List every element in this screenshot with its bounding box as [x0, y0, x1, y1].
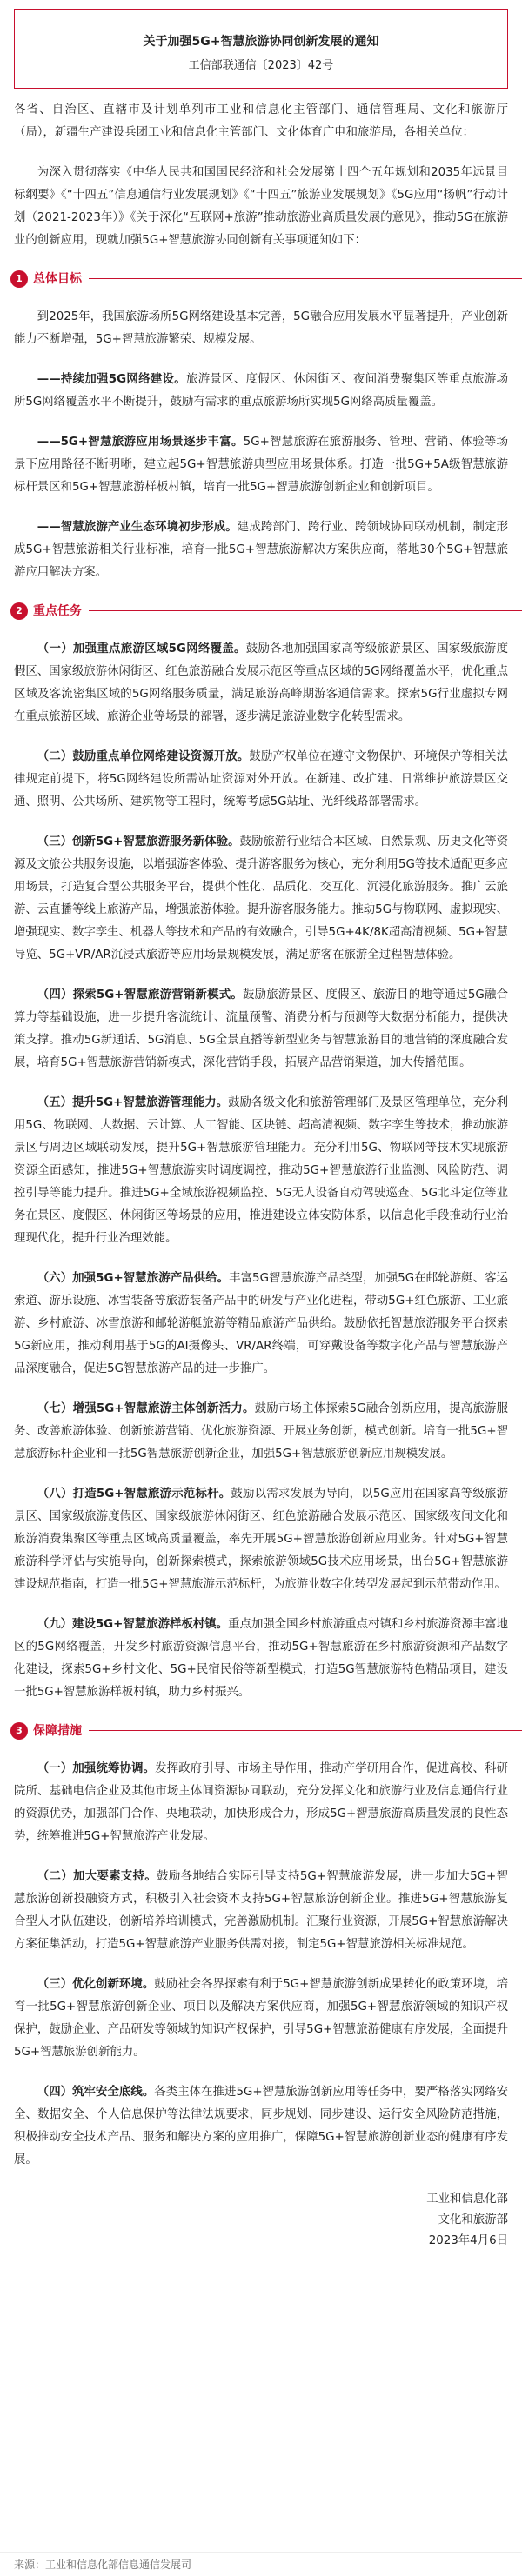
- task-paragraph: [14, 1398, 508, 1466]
- notice-title: 关于加强5G+智慧旅游协同创新发展的通知: [143, 35, 379, 49]
- goal-heading: ——持续加强5G网络建设。: [37, 373, 186, 386]
- signature-date: 2023年4月6日: [428, 2234, 508, 2247]
- source-line: 来源：工业和信息化部信息通信发展司: [0, 2552, 522, 2576]
- goal-paragraph: [14, 516, 508, 584]
- signature-org: 文化和旅游部: [438, 2213, 508, 2227]
- section-title: 保障措施: [33, 1724, 82, 1738]
- section-title: 重点任务: [33, 604, 82, 618]
- measure-text: 鼓励各地结合实际引导支持5G+智慧旅游发展，进一步加大5G+智慧旅游创新投融资方式，积极引入社会资本支持5G+智慧旅游创新企业。推进5G+智慧旅游复合型人才队伍建设，创新培养培训模式，完善激励机制。汇聚行业资源，开展5G+智慧旅游解决方案征集活动，打造5G+智慧旅游产业服务供需对接，制定5G+智慧旅游相关标准规范。: [14, 1870, 509, 1951]
- task-paragraph: [14, 1268, 508, 1381]
- measure-text: 各类主体在推进5G+智慧旅游创新应用等任务中，要严格落实网络安全、数据安全、个人信息保护等法律法规要求，同步规划、同步建设、运行安全风险防范措施，积极推动安全技术产品、服务和解决方案的应用推广，保障5G+智慧旅游创新业态的健康有序发展。: [14, 2086, 508, 2167]
- task-paragraph: [14, 1092, 508, 1250]
- measure-paragraph: [14, 1866, 508, 1956]
- task-heading: （三）创新5G+智慧旅游服务新体验。: [37, 835, 240, 849]
- task-text: 鼓励以需求发展为导向，以5G应用在国家高等级旅游景区、国家级旅游度假区、国家级旅游休闲街区、红色旅游融合发展示范区、国家级夜间文化和旅游消费集聚区等重点区域高质量覆盖，率先开展5G+智慧旅游创新应用业务。针对5G+智慧旅游科学评估与实施导向，创新探索模式，探索旅游领域5G技术应用场景，出台5G+智慧旅游建设规范指南，打造一批5G+智慧旅游示范标杆，为旅游业数字化转型发展起到示范带动作用。: [14, 1488, 508, 1591]
- measure-heading: （二）加大要素支持。: [37, 1870, 157, 1883]
- measure-paragraph: [14, 2081, 508, 2172]
- section-number-badge: 3: [10, 1722, 28, 1740]
- goal-text: 5G+智慧旅游在旅游服务、管理、营销、体验等场景下应用路径不断明晰，建立起5G+智慧旅游典型应用场景体系。打造一批5G+5A级智慧旅游标杆景区和5G+智慧旅游样板村镇，培育一批5G+智慧旅游创新企业和创新项目。: [14, 436, 508, 494]
- task-paragraph: [14, 746, 508, 814]
- task-text: 鼓励各地加强国家高等级旅游景区、国家级旅游度假区、国家级旅游休闲街区、红色旅游融合发展示范区等重点区域的5G网络覆盖水平，优化重点区域及客流密集区域的5G网络服务质量，满足旅游高峰期游客通信需求。探索5G行业虚拟专网在重点旅游区域、旅游企业等场景的部署，逐步满足旅游业数字化转型需求。: [14, 642, 508, 723]
- measure-paragraph: [14, 1974, 508, 2064]
- section-title: 总体目标: [33, 272, 82, 286]
- section-number-badge: 1: [10, 270, 28, 288]
- measure-paragraph: [14, 1758, 508, 1848]
- task-heading: （二）鼓励重点单位网络建设资源开放。: [37, 750, 250, 763]
- task-paragraph: [14, 1483, 508, 1596]
- task-text: 重点加强全国乡村旅游重点村镇和乡村旅游资源丰富地区的5G网络覆盖，开发乡村旅游资源信息平台，推动5G+智慧旅游在乡村旅游资源和产品数字化建设，探索5G+乡村文化、5G+民宿民俗等新型模式，打造5G智慧旅游特色精品项目，建设一批5G+智慧旅游样板村镇，助力乡村振兴。: [14, 1618, 508, 1699]
- measure-heading: （四）筑牢安全底线。: [37, 2086, 155, 2099]
- task-paragraph: [14, 1614, 508, 1704]
- intro-paragraph: 为深入贯彻落实《中华人民共和国国民经济和社会发展第十四个五年规划和2035年远景目标纲要》《“十四五”信息通信行业发展规划》《“十四五”旅游业发展规划》《5G应用“扬帆”行动计划（2021-2023年）》《关于深化“互联网+旅游”推动旅游业高质量发展的意见》，推动5G在旅游业的创新应用，现就加强5G+智慧旅游协同创新有关事项通知如下：: [14, 166, 508, 247]
- goal-heading: ——智慧旅游产业生态环境初步形成。: [37, 521, 238, 534]
- task-heading: （九）建设5G+智慧旅游样板村镇。: [37, 1618, 229, 1631]
- section-heading-measures: [0, 1721, 508, 1741]
- measure-text: 发挥政府引导、市场主导作用，推动产学研用合作，促进高校、科研院所、基础电信企业及其他市场主体间资源协同联动，充分发挥文化和旅游行业及信息通信行业的资源优势，加强部门合作、央地联动，加快形成合力，形成5G+智慧旅游高质量发展的良性态势，统筹推进5G+智慧旅游产业发展。: [14, 1762, 509, 1843]
- task-text: 鼓励市场主体探索5G融合创新应用，提高旅游服务、改善旅游体验、创新旅游营销、优化旅游资源、开展业务创新，模式创新。培育一批5G+智慧旅游标杆企业和一批5G智慧旅游创新企业，加强5G+智慧旅游创新应用规模发展。: [14, 1402, 508, 1461]
- signature-org: 工业和信息化部: [426, 2193, 508, 2206]
- goal-paragraph: [14, 431, 508, 499]
- goal-heading: ——5G+智慧旅游应用场景逐步丰富。: [37, 436, 244, 449]
- section-number-badge: 2: [10, 602, 28, 620]
- task-paragraph: [14, 638, 508, 729]
- task-text: 丰富5G智慧旅游产品类型，加强5G在邮轮游艇、客运索道、游乐设施、冰雪装备等旅游装备产品中的研发与产业化进程，带动5G+红色旅游、工业旅游、乡村旅游、冰雪旅游和邮轮游艇旅游等精品旅游产品供给。鼓励依托智慧旅游服务平台探索5G新应用，推动利用基于5G的AI摄像头、VR/AR终端，可穿戴设备等数字化产品与智慧旅游产品深度融合，促进5G智慧旅游产品的进一步推广。: [14, 1272, 508, 1375]
- section-heading-goals: [0, 270, 508, 289]
- task-heading: （八）打造5G+智慧旅游示范标杆。: [37, 1488, 231, 1501]
- notice-header: [14, 9, 508, 89]
- addressee: 各省、自治区、直辖市及计划单列市工业和信息化主管部门、通信管理局、文化和旅游厅（局），新疆生产建设兵团工业和信息化主管部门、文化体育广电和旅游局，各相关单位：: [14, 103, 508, 139]
- task-text: 鼓励旅游景区、度假区、旅游目的地等通过5G融合算力等基础设施，进一步提升客流统计、流量预警、消费分析与预测等大数据分析能力，提供决策支撑。推动5G新通话、5G消息、5G全景直播等新型业务与智慧旅游目的地营销的深度融合发展，培育5G+智慧旅游营销新模式，深化营销手段，拓展产品营销渠道，加大传播范围。: [14, 988, 508, 1069]
- task-heading: （一）加强重点旅游区域5G网络覆盖。: [37, 642, 246, 656]
- goal-text: 旅游景区、度假区、休闲街区、夜间消费聚集区等重点旅游场所5G网络覆盖水平不断提升，鼓励有需求的重点旅游场所实现5G网络高质量覆盖。: [14, 373, 508, 409]
- task-text: 鼓励产权单位在遵守文物保护、环境保护等相关法律规定前提下，将5G网络建设所需站址资源对外开放。在新建、改扩建、日常维护旅游景区交通、照明、公共场所、建筑物等工程时，统筹考虑5G站址、光纤线路部署需求。: [14, 750, 509, 809]
- task-heading: （四）探索5G+智慧旅游营销新模式。: [37, 988, 243, 1002]
- task-heading: （五）提升5G+智慧旅游管理能力。: [37, 1096, 229, 1109]
- task-text: 鼓励旅游行业结合本区域、自然景观、历史文化等资源及文旅公共服务设施，以增强游客体验、提升游客服务为核心，充分利用5G等技术适配更多应用场景，打造复合型公共服务平台，提供个性化、品质化、交互化、沉浸化旅游服务。推广云旅游、云直播等线上旅游产品，增强旅游体验。提升游客服务能力。推动5G与物联网、虚拟现实、增强现实、数字孪生、机器人等技术和产品的有效融合，引导5G+4K/8K超高清视频、5G+智慧导览、5G+VR/AR沉浸式旅游等应用场景规模发展，满足游客在旅游全过程智慧体验。: [14, 835, 509, 962]
- task-paragraph: [14, 831, 508, 967]
- goal-text: 建成跨部门、跨行业、跨领域协同联动机制，制定形成5G+智慧旅游相关行业标准，培育一批5G+智慧旅游解决方案供应商，落地30个5G+智慧旅游应用解决方案。: [14, 521, 509, 579]
- measure-heading: （三）优化创新环境。: [37, 1978, 155, 1991]
- task-text: 鼓励各级文化和旅游管理部门及景区管理单位，充分利用5G、物联网、大数据、云计算、人工智能、区块链、超高清视频、数字孪生等技术，推动旅游景区与周边区域联动发展，提升5G+智慧旅游管理能力。充分利用5G、物联网等技术实现旅游资源全面感知，推进5G+智慧旅游实时调度调控，推动5G+智慧旅游行业监测、风险防范、调控引导等能力提升。推进5G+全域旅游视频监控、5G无人设备自动驾驶巡查、5G北斗定位等业务在景区、度假区、休闲街区等场景的应用，推进建设立体安防体系，以信息化手段推动行业治理现代化，提升行业治理效能。: [14, 1096, 508, 1245]
- measure-text: 鼓励社会各界探索有利于5G+智慧旅游创新成果转化的政策环境，培育一批5G+智慧旅游创新企业、项目以及解决方案供应商，加强5G+智慧旅游领域的知识产权保护，鼓励企业、产品研发等领域的知识产权保护，引导5G+智慧旅游健康有序发展，全面提升5G+智慧旅游创新能力。: [14, 1978, 508, 2059]
- document-number: 工信部联通信〔2023〕42号: [188, 59, 334, 72]
- task-paragraph: [14, 984, 508, 1075]
- goal-paragraph: [14, 369, 508, 414]
- measure-heading: （一）加强统筹协调。: [37, 1762, 156, 1775]
- task-heading: （七）增强5G+智慧旅游主体创新活力。: [37, 1402, 255, 1415]
- signature-block: [14, 2189, 508, 2252]
- section-heading-tasks: [0, 602, 508, 621]
- goal-paragraph: 到2025年，我国旅游场所5G网络建设基本完善，5G融合应用发展水平显著提升，产业创新能力不断增强，5G+智慧旅游繁荣、规模发展。: [14, 310, 508, 346]
- task-heading: （六）加强5G+智慧旅游产品供给。: [37, 1272, 230, 1285]
